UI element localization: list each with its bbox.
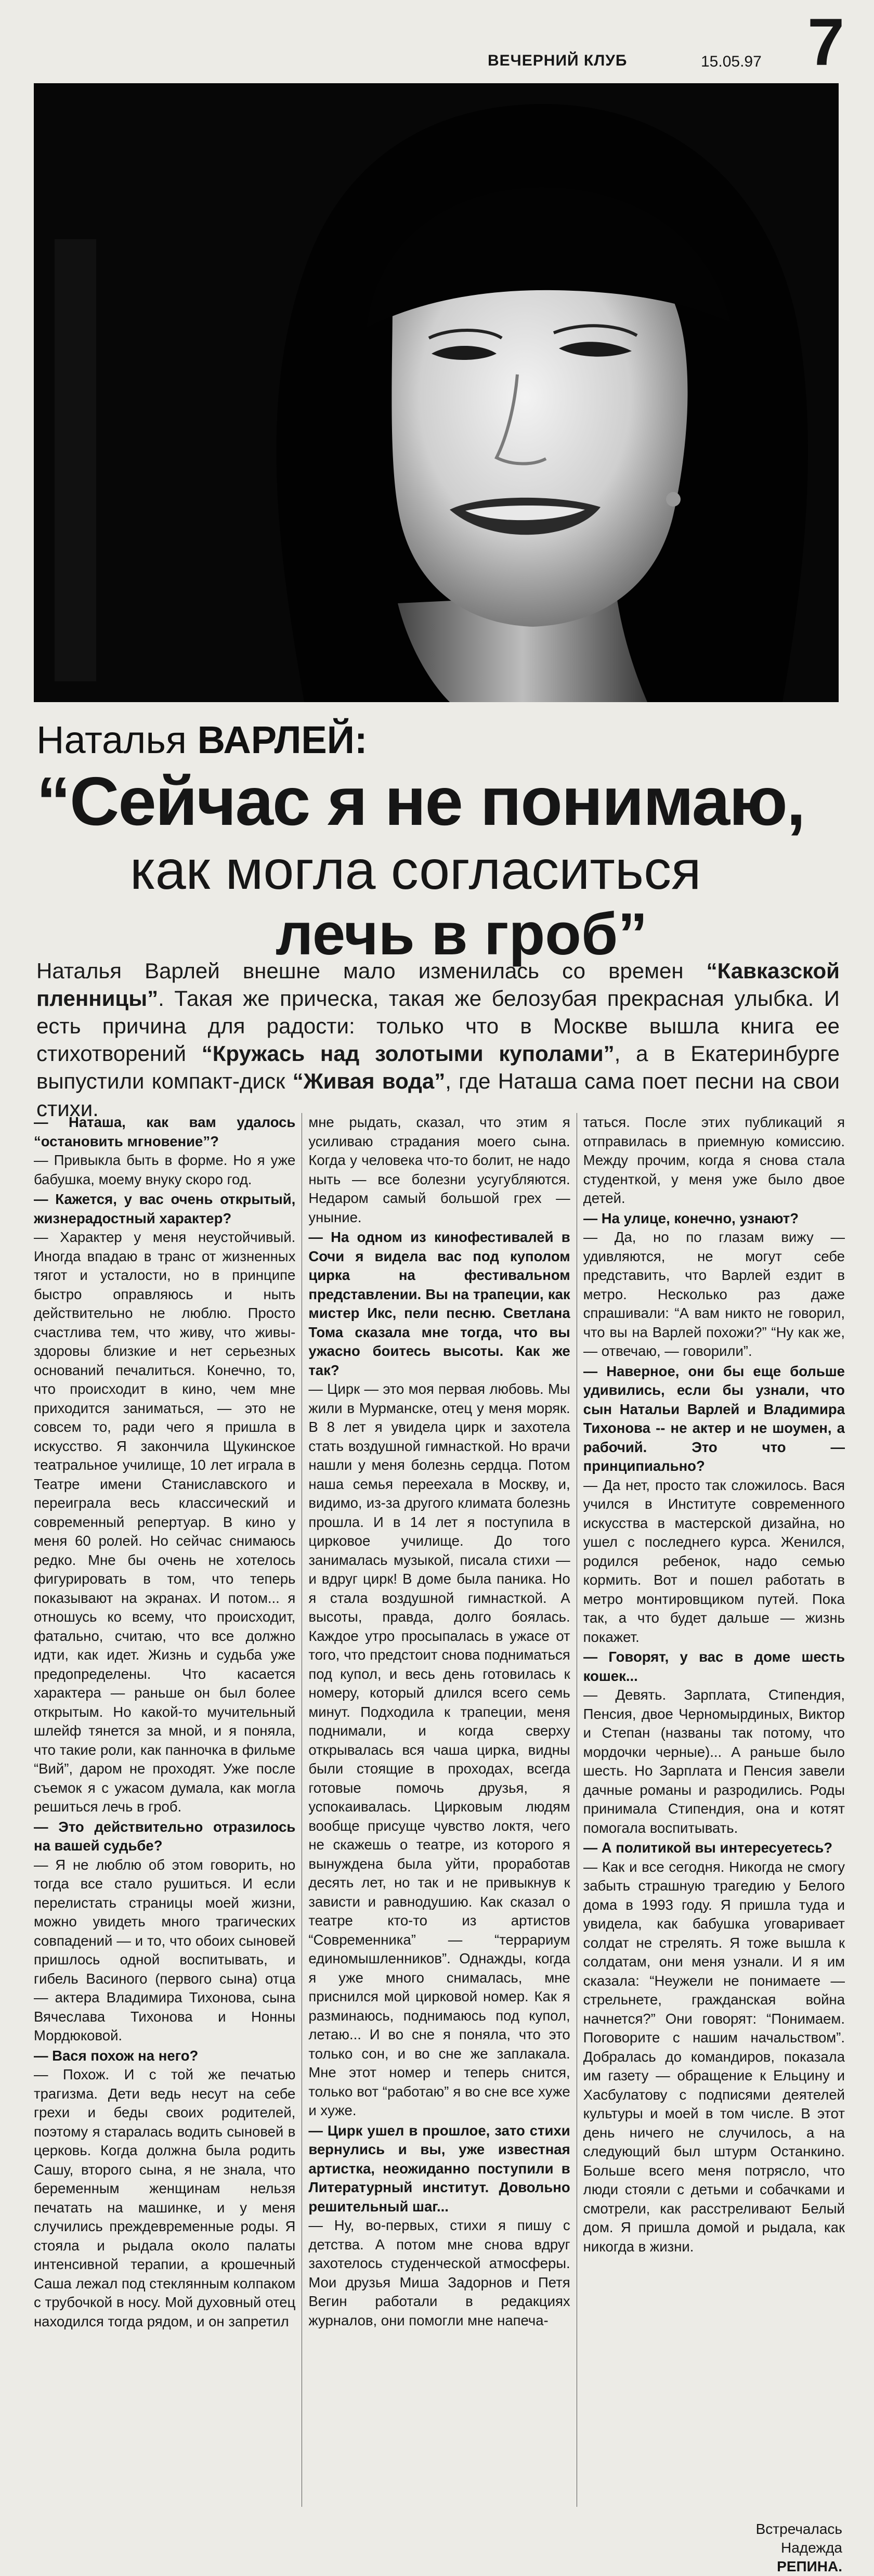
portrait-photo — [34, 83, 839, 702]
interview-answer: таться. После этих публикаций я отправилась в приемную комиссию. Между прочим, когда я снова стала студенткой, у меня уже было двое детей. — [583, 1114, 845, 1206]
interview-exchange — [308, 2121, 570, 2331]
author-first-name: Надежда — [780, 2540, 842, 2556]
interview-answer: — Ну, во-первых, стихи я пишу с детства. А потом мне снова вдруг захотелось студенческой атмосферы. Мои друзья Миша Задорнов и Петя Вегин работали в редакциях журналов, они помогли мне напеча- — [308, 2217, 570, 2328]
interview-answer: — Девять. Зарплата, Стипендия, Пенсия, двое Черномырдиных, Виктор и Степан (названы так потому, что мордочки черные)... А раньше было шесть. Но Зарплата и Пенсия завели дачные романы и разродились. Роды принимала Стипендия, она и котят помогала воспитывать. — [583, 1687, 845, 1836]
author-signoff — [718, 2520, 842, 2576]
interview-exchange — [583, 1209, 845, 1361]
interview-question: — Вася похож на него? — [34, 2047, 199, 2064]
issue-date: 15.05.97 — [701, 53, 762, 70]
masthead — [25, 5, 857, 80]
interview-exchange — [583, 1113, 845, 1208]
interview-exchange — [34, 1818, 295, 2046]
interview-exchange — [308, 1113, 570, 1227]
interview-answer: — Похож. И с той же печатью трагизма. Дети ведь несут на себе грехи и беды своих родителей, поэтому я старалась водить сыновей в церковь. Когда должна была родить Сашу, второго сына, я не знала, что беременным женщинам нельзя печатать на машинке, и у меня случились преждевременные роды. Я стояла и рыдала около палаты интенсивной терапии, а крошечный Саша лежал под стеклянным колпаком с трубочкой в носу. Мой духовный отец находился тогда рядом, и он запретил — [34, 2066, 296, 2329]
headline-quote-line-2: как могла согласиться — [130, 839, 701, 901]
headline-name — [36, 718, 368, 762]
lead-paragraph — [36, 957, 840, 1122]
interview-exchange — [583, 1839, 845, 2256]
author-last-name: РЕПИНА. — [777, 2558, 842, 2574]
author-name — [718, 2539, 842, 2576]
headline-quote-line-1: “Сейчас я не понимаю, — [36, 763, 805, 839]
headline-surname: ВАРЛЕЙ: — [197, 718, 368, 761]
article-column-3 — [583, 1113, 845, 2507]
article-column-2 — [308, 1113, 570, 2507]
interview-answer: мне рыдать, сказал, что этим я усиливаю страдания моего сына. Когда у человека что-то болит, не надо ныть — все болезни усугубляются. Недаром самый большой грех — уныние. — [308, 1114, 570, 1225]
headline-quote-line-3: лечь в гроб” — [276, 901, 648, 967]
portrait-photo-icon — [34, 83, 839, 702]
interview-exchange — [583, 1648, 845, 1837]
interview-question: — Кажется, у вас очень открытый, жизнерадостный характер? — [34, 1191, 296, 1226]
lead-text: Наталья Варлей внешне мало изменилась со времен — [36, 959, 707, 983]
article-column-1 — [34, 1113, 295, 2507]
interview-answer: — Характер у меня неустойчивый. Иногда впадаю в транс от жизненных тягот и усталости, но в принципе быстро оправляюсь и ныть действительно не люблю. Просто счастлива тем, что живу, что живы-здоровы близкие и нет серьезных оснований печалиться. Конечно, то, что происходит в кино, чем мне приходится заниматься, — это не совсем то, ради чего я пришла в искусство. Я закончила Щукинское театральное училище, 10 лет играла в Театре имени Станиславского и переиграла весь классический и современный репертуар. В кино у меня 60 ролей. Но сейчас снимаюсь редко. Мне бы очень не хотелось фигурировать в том, что теперь показывают на экранах. И потом... я отношусь ко всему, что происходит, фатально, считаю, что все должно идти, как идет. Жизнь и судьба уже предопределены. Что касается характера — раньше он был более открытым. Но какой-то мучительный шлейф тянется за мной, и я поняла, что такие роли, как панночка в фильме “Вий”, даром не проходят. Уже после съемок я с ужасом думала, как могла решиться лечь в гроб. — [34, 1229, 296, 1815]
paper-name: ВЕЧЕРНИЙ КЛУБ — [488, 52, 628, 69]
interview-exchange — [308, 1228, 570, 2120]
interview-question: — На улице, конечно, узнают? — [583, 1210, 799, 1226]
interview-exchange — [34, 1113, 295, 1189]
lead-text: . Такая же прическа, такая же белозубая прекрасная улыбка. И есть причина для радости: только что в Москве вышла книга ее стихотворений — [36, 986, 840, 1066]
headline-first-name: Наталья — [36, 718, 187, 761]
interview-question: — Наверное, они бы еще больше удивились, если бы узнали, что сын Натальи Варлей и Владимира Тихонова -- не актер и не шоумен, а рабочий. Это что — принципиально? — [583, 1363, 845, 1474]
lead-text: , а в Екатеринбурге выпустили компакт-диск — [36, 1041, 840, 1093]
page-number: 7 — [807, 5, 845, 80]
lead-book-title: “Кружась над золотыми куполами” — [201, 1041, 615, 1066]
interview-answer: — Как и все сегодня. Никогда не смогу забыть страшную трагедию у Белого дома в 1993 году. Я пришла туда и увидела, как бабушка уговаривает солдат не стрелять. Я тоже вышла к солдатам, они меня узнали. И я им сказала: “Неужели не понимаете — стрельнете, гражданская война начнется?” Они говорят: “Понимаем. Поговорите с нашим начальством”. Добралась до командиров, показала им газету — обращение к Ельцину и Хасбулатову с подписями деятелей культуры и моей в том числе. В этот день ничего не случилось, а на следующий был штурм Останкино. Больше всего меня потрясло, что люди стояли с детьми и собачками и смотрели, как расстреливают Белый дом. Я пришла домой и рыдала, как никогда в жизни. — [583, 1858, 845, 2255]
interview-question: — А политикой вы интересуетесь? — [583, 1840, 833, 1856]
interview-answer: — Да, но по глазам вижу — удивляются, не могут себе представить, что Варлей ездит в метро. Несколько раз даже спрашивали: “А вам никто не говорил, что вы на Варлей похожи?” “Ну как же, — отвечаю, — говорили”. — [583, 1229, 845, 1359]
interview-question: — Цирк ушел в прошлое, зато стихи вернулись и вы, уже известная артистка, неожиданно поступили в Литературный институт. Довольно решительный шаг... — [308, 2122, 570, 2215]
lead-text: , где Наташа сама поет песни на свои стихи. — [36, 1069, 840, 1121]
interview-answer: — Привыкла быть в форме. Но я уже бабушка, моему внуку скоро год. — [34, 1152, 296, 1187]
interview-exchange — [583, 1362, 845, 1647]
interview-answer: — Цирк — это моя первая любовь. Мы жили в Мурманске, отец у меня моряк. В 8 лет я увидела цирк и захотела стать воздушной гимнасткой. Но врачи нашли у меня болезнь сердца. Потом наша семья переехала в Москву, и, видимо, из-за другого климата болезнь прошла. И в 14 лет я поступила в цирковое училище. До того занималась музыкой, писала стихи — и вдруг цирк! В доме была паника. Но я стала воздушной гимнасткой. А высоты, правда, долго боялась. Каждое утро просыпалась в ужасе от того, что предстоит снова подниматься под купол, и весь день готовилась к номеру, который длился всего семь минут. Подходила к трапеции, меня поднимали, и когда сверху открывалась вся чаша цирка, видны были стоящие в проходах, всегда готовые помочь друзья, я успокаивалась. Цирковым людям вообще присуще чувство локтя, чего не скажешь о театре, из которого я вынуждена была уйти, проработав десять лет, но так и не привыкнув к зависти и равнодушию. Как сказал о театре кто-то из артистов “Современника” — “террариум единомышленников”. Однажды, когда я уже много снималась, мне приснился мой цирковой номер. Как я разминаюсь, поднимаюсь под купол, летаю... И во сне я поняла, что это только сон, и во сне же заплакала. Мне этот номер и теперь снится, только вот “работаю” я во сне все хуже и хуже. — [308, 1381, 570, 2118]
lead-film-title: “Кавказской пленницы” — [36, 959, 840, 1011]
article-columns — [34, 1113, 845, 2507]
signoff-line: Встречалась — [755, 2521, 842, 2537]
interview-question: — Говорят, у вас в доме шесть кошек... — [583, 1649, 845, 1684]
interview-exchange — [34, 2047, 295, 2332]
lead-cd-title: “Живая вода” — [292, 1069, 446, 1093]
interview-question: — На одном из кинофестивалей в Сочи я видела вас под куполом цирка на фестивальном представлении. Вы на трапеции, как мистер Икс, пели песню. Светлана Тома сказала мне тогда, что вы ужасно боитесь высоты. Как же так? — [308, 1229, 570, 1378]
interview-question: — Наташа, как вам удалось “остановить мгновение”? — [34, 1114, 296, 1149]
interview-question: — Это действительно отразилось на вашей судьбе? — [34, 1818, 296, 1854]
interview-exchange — [34, 1190, 295, 1817]
interview-answer: — Да нет, просто так сложилось. Вася учился в Институте современного искусства в мастерской дизайна, но ушел с последнего курса. Женился, родился ребенок, надо семью кормить. Вот и пошел работать в метро монтировщиком путей. Пока так, а что будет дальше — жизнь покажет. — [583, 1477, 845, 1645]
interview-answer: — Я не люблю об этом говорить, но тогда все стало рушиться. И если перелистать страницы моей жизни, можно увидеть много трагических совпадений — и то, что обоих сыновей пришлось одной воспитывать, и гибель Васиного (первого сына) отца — актера Владимира Тихонова, сына Вячеслава Тихонова и Нонны Мордюковой. — [34, 1856, 296, 2043]
